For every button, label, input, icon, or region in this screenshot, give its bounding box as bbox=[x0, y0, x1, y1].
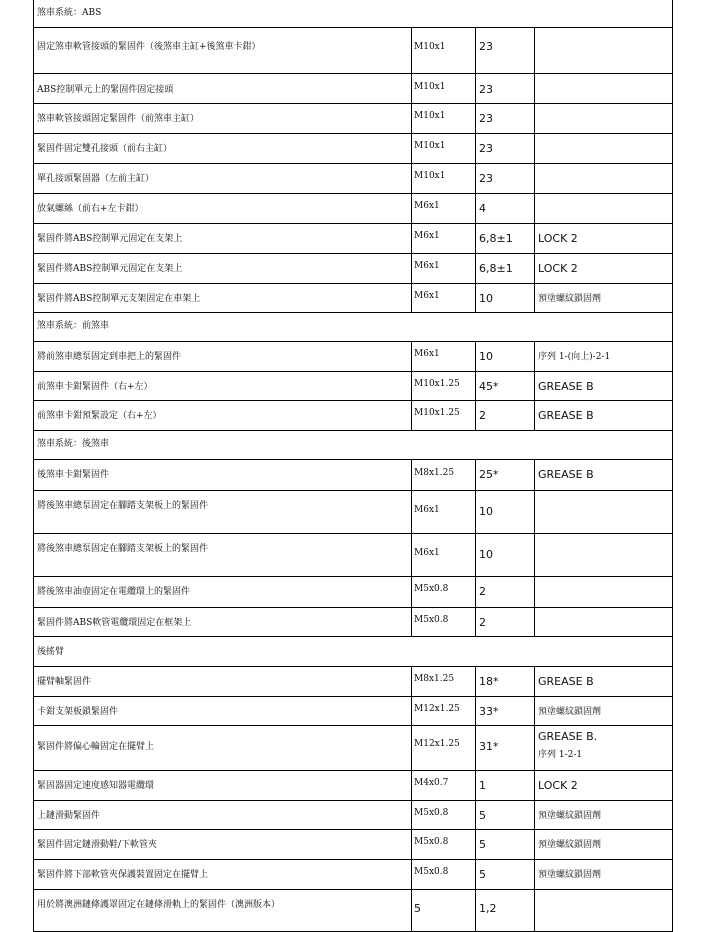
thread-cell bbox=[412, 342, 476, 371]
thread-cell bbox=[412, 74, 476, 103]
note-text: GREASE B bbox=[538, 675, 594, 688]
torque-cell bbox=[476, 491, 535, 533]
thread-size: M5x0.8 bbox=[414, 837, 449, 847]
torque-value: 23 bbox=[479, 142, 493, 155]
thread-size: M6x1 bbox=[414, 548, 440, 558]
note-sequence: 序列 1-2-1 bbox=[538, 750, 583, 760]
torque-cell bbox=[476, 771, 535, 800]
torque-cell bbox=[476, 342, 535, 371]
fastener-description: 緊固件將ABS控制單元固定在支架上 bbox=[37, 234, 183, 244]
description-cell bbox=[34, 194, 412, 223]
fastener-description: 緊固件將下部軟管夾保護裝置固定在擺臂上 bbox=[37, 870, 209, 880]
thread-cell bbox=[412, 890, 476, 931]
note-cell bbox=[535, 134, 672, 163]
table-row bbox=[34, 491, 672, 534]
fastener-description: 卡鉗支架板鎖緊固件 bbox=[37, 707, 119, 717]
torque-cell bbox=[476, 194, 535, 223]
torque-value: 10 bbox=[479, 292, 493, 305]
note-cell bbox=[535, 726, 672, 770]
description-cell bbox=[34, 134, 412, 163]
thread-cell bbox=[412, 134, 476, 163]
section-title: 後搖臂 bbox=[37, 647, 65, 657]
table-row bbox=[34, 342, 672, 372]
thread-size: M5x0.8 bbox=[414, 808, 449, 818]
note-cell bbox=[535, 342, 672, 371]
note-cell bbox=[535, 830, 672, 859]
note-cell bbox=[535, 890, 672, 931]
torque-value: 33* bbox=[479, 705, 499, 718]
table-row bbox=[34, 74, 672, 104]
note-cell bbox=[535, 667, 672, 696]
table-row bbox=[34, 801, 672, 830]
thread-cell bbox=[412, 830, 476, 859]
fastener-description: 後煞車卡鉗緊固件 bbox=[37, 470, 110, 480]
fastener-description: 緊固件將ABS軟管電纜環固定在框架上 bbox=[37, 618, 192, 628]
torque-cell bbox=[476, 134, 535, 163]
note-cell bbox=[535, 801, 672, 829]
torque-value: 6,8±1 bbox=[479, 262, 513, 275]
thread-size: M6x1 bbox=[414, 291, 440, 301]
fastener-description: 將後煞車油壺固定在電纜環上的緊固件 bbox=[37, 587, 191, 597]
section-row bbox=[34, 313, 672, 342]
torque-cell bbox=[476, 608, 535, 636]
torque-value: 45* bbox=[479, 380, 499, 393]
note-text: GREASE B bbox=[538, 380, 594, 393]
table-row bbox=[34, 830, 672, 860]
description-cell bbox=[34, 860, 412, 889]
description-cell bbox=[34, 491, 412, 533]
note-text: 序列 1-(向上)-2-1 bbox=[538, 352, 611, 362]
note-cell bbox=[535, 104, 672, 133]
description-cell bbox=[34, 771, 412, 800]
note-text: LOCK 2 bbox=[538, 262, 578, 275]
table-row bbox=[34, 890, 672, 932]
table-row bbox=[34, 534, 672, 577]
description-cell bbox=[34, 460, 412, 490]
section-title: 煞車系統：後煞車 bbox=[37, 439, 110, 449]
note-text: GREASE B. bbox=[538, 730, 598, 743]
thread-size: M10x1.25 bbox=[414, 408, 460, 418]
thread-cell bbox=[412, 284, 476, 312]
section-title: 煞車系統：ABS bbox=[37, 8, 102, 18]
note-text: 預塗螺紋鎖固劑 bbox=[538, 811, 602, 821]
fastener-description: 前煞車卡鉗預緊設定（右+左） bbox=[37, 411, 162, 421]
note-text: 預塗螺紋鎖固劑 bbox=[538, 840, 602, 850]
thread-cell bbox=[412, 164, 476, 193]
table-row bbox=[34, 860, 672, 890]
note-cell bbox=[535, 860, 672, 889]
torque-cell bbox=[476, 801, 535, 829]
thread-cell bbox=[412, 372, 476, 400]
table-row bbox=[34, 697, 672, 726]
thread-cell bbox=[412, 697, 476, 725]
thread-size: M10x1 bbox=[414, 42, 446, 52]
thread-size: M6x1 bbox=[414, 201, 440, 211]
thread-size: M5x0.8 bbox=[414, 584, 449, 594]
section-cell bbox=[34, 313, 672, 341]
note-text: 預塗螺紋鎖固劑 bbox=[538, 294, 602, 304]
thread-size: M10x1.25 bbox=[414, 379, 460, 389]
description-cell bbox=[34, 830, 412, 859]
table-row bbox=[34, 577, 672, 608]
torque-value: 6,8±1 bbox=[479, 232, 513, 245]
note-text: GREASE B bbox=[538, 409, 594, 422]
note-text: LOCK 2 bbox=[538, 779, 578, 792]
description-cell bbox=[34, 104, 412, 133]
thread-size: M8x1.25 bbox=[414, 674, 455, 684]
table-row bbox=[34, 254, 672, 284]
description-cell bbox=[34, 164, 412, 193]
torque-cell bbox=[476, 667, 535, 696]
description-cell bbox=[34, 726, 412, 770]
torque-cell bbox=[476, 74, 535, 103]
thread-cell bbox=[412, 726, 476, 770]
fastener-description: 上鏈滑動緊固件 bbox=[37, 811, 101, 821]
description-cell bbox=[34, 890, 412, 931]
thread-size: M6x1 bbox=[414, 231, 440, 241]
note-cell bbox=[535, 401, 672, 430]
section-row bbox=[34, 431, 672, 460]
fastener-description: 緊固件將偏心輪固定在擺臂上 bbox=[37, 742, 155, 752]
thread-size: M6x1 bbox=[414, 349, 440, 359]
torque-cell bbox=[476, 577, 535, 607]
description-cell bbox=[34, 534, 412, 576]
thread-size: M4x0.7 bbox=[414, 778, 449, 788]
thread-size: M10x1 bbox=[414, 171, 446, 181]
thread-size: M12x1.25 bbox=[414, 704, 460, 714]
torque-value: 2 bbox=[479, 409, 486, 422]
description-cell bbox=[34, 28, 412, 73]
note-cell bbox=[535, 697, 672, 725]
note-cell bbox=[535, 771, 672, 800]
table-row bbox=[34, 726, 672, 771]
fastener-description: 用於將澳洲鏈條護罩固定在鏈條滑軌上的緊固件（澳洲版本） bbox=[37, 900, 281, 910]
torque-cell bbox=[476, 860, 535, 889]
note-cell bbox=[535, 372, 672, 400]
torque-cell bbox=[476, 224, 535, 253]
torque-value: 10 bbox=[479, 505, 493, 518]
fastener-description: 緊固件固定鏈滑動鞋/下軟管夾 bbox=[37, 840, 158, 850]
torque-value: 1 bbox=[479, 779, 486, 792]
torque-value: 25* bbox=[479, 468, 499, 481]
thread-cell bbox=[412, 401, 476, 430]
table-row bbox=[34, 194, 672, 224]
section-cell bbox=[34, 431, 672, 459]
thread-cell bbox=[412, 224, 476, 253]
section-cell bbox=[34, 637, 672, 666]
description-cell bbox=[34, 608, 412, 636]
torque-cell bbox=[476, 401, 535, 430]
note-cell bbox=[535, 164, 672, 193]
table-row bbox=[34, 460, 672, 491]
torque-cell bbox=[476, 28, 535, 73]
table-row bbox=[34, 164, 672, 194]
torque-value: 2 bbox=[479, 585, 486, 598]
description-cell bbox=[34, 577, 412, 607]
fastener-description: 緊固件將ABS控制單元支架固定在車架上 bbox=[37, 294, 201, 304]
fastener-description: 擺臂軸緊固件 bbox=[37, 677, 92, 687]
fastener-description: 前煞車卡鉗緊固件（右+左） bbox=[37, 382, 153, 392]
description-cell bbox=[34, 667, 412, 696]
description-cell bbox=[34, 697, 412, 725]
torque-value: 1,2 bbox=[479, 902, 497, 915]
thread-size: M8x1.25 bbox=[414, 468, 455, 478]
thread-size: M10x1 bbox=[414, 141, 446, 151]
torque-cell bbox=[476, 284, 535, 312]
fastener-description: ABS控制單元上的緊固件固定接頭 bbox=[37, 85, 174, 95]
thread-size: M5x0.8 bbox=[414, 615, 449, 625]
fastener-description: 將後煞車總泵固定在腳踏支架板上的緊固件 bbox=[37, 501, 209, 511]
table-row bbox=[34, 401, 672, 431]
torque-cell bbox=[476, 534, 535, 576]
torque-value: 23 bbox=[479, 112, 493, 125]
note-text: LOCK 2 bbox=[538, 232, 578, 245]
thread-size: M5x0.8 bbox=[414, 867, 449, 877]
table-row bbox=[34, 224, 672, 254]
section-cell bbox=[34, 0, 672, 27]
thread-cell bbox=[412, 460, 476, 490]
note-text: GREASE B bbox=[538, 468, 594, 481]
description-cell bbox=[34, 401, 412, 430]
torque-value: 4 bbox=[479, 202, 486, 215]
thread-cell bbox=[412, 194, 476, 223]
note-cell bbox=[535, 534, 672, 576]
fastener-description: 煞車軟管接頭固定緊固件（前煞車主缸） bbox=[37, 114, 200, 124]
note-cell bbox=[535, 608, 672, 636]
thread-cell bbox=[412, 801, 476, 829]
thread-cell bbox=[412, 28, 476, 73]
note-cell bbox=[535, 224, 672, 253]
torque-value: 18* bbox=[479, 675, 499, 688]
fastener-description: 將後煞車總泵固定在腳踏支架板上的緊固件 bbox=[37, 544, 209, 554]
thread-cell bbox=[412, 771, 476, 800]
note-cell bbox=[535, 460, 672, 490]
torque-cell bbox=[476, 726, 535, 770]
torque-value: 2 bbox=[479, 616, 486, 629]
note-cell bbox=[535, 284, 672, 312]
note-cell bbox=[535, 491, 672, 533]
table-row bbox=[34, 667, 672, 697]
torque-cell bbox=[476, 460, 535, 490]
thread-size: M6x1 bbox=[414, 505, 440, 515]
section-row bbox=[34, 637, 672, 667]
torque-cell bbox=[476, 164, 535, 193]
note-cell bbox=[535, 194, 672, 223]
table-row bbox=[34, 134, 672, 164]
torque-cell bbox=[476, 104, 535, 133]
torque-table bbox=[33, 0, 673, 932]
note-cell bbox=[535, 254, 672, 283]
torque-value: 5 bbox=[479, 809, 486, 822]
thread-cell bbox=[412, 254, 476, 283]
torque-cell bbox=[476, 890, 535, 931]
torque-value: 10 bbox=[479, 548, 493, 561]
fastener-description: 放氣螺絲（前右+左卡鉗） bbox=[37, 204, 144, 214]
torque-value: 23 bbox=[479, 172, 493, 185]
fastener-description: 固定煞車軟管接頭的緊固件（後煞車主缸+後煞車卡鉗） bbox=[37, 42, 261, 52]
fastener-description: 緊固器固定速度感知器電纜環 bbox=[37, 781, 155, 791]
thread-size: M12x1.25 bbox=[414, 739, 460, 749]
description-cell bbox=[34, 254, 412, 283]
thread-size: M10x1 bbox=[414, 82, 446, 92]
description-cell bbox=[34, 801, 412, 829]
note-text: 預塗螺紋鎖固劑 bbox=[538, 707, 602, 717]
torque-cell bbox=[476, 372, 535, 400]
torque-value: 31* bbox=[479, 740, 499, 753]
table-row bbox=[34, 284, 672, 313]
description-cell bbox=[34, 284, 412, 312]
thread-size: M6x1 bbox=[414, 261, 440, 271]
description-cell bbox=[34, 224, 412, 253]
thread-size: M10x1 bbox=[414, 111, 446, 121]
torque-value: 23 bbox=[479, 83, 493, 96]
torque-value: 5 bbox=[479, 838, 486, 851]
torque-cell bbox=[476, 254, 535, 283]
description-cell bbox=[34, 372, 412, 400]
thread-cell bbox=[412, 667, 476, 696]
table-row bbox=[34, 608, 672, 637]
torque-value: 23 bbox=[479, 40, 493, 53]
section-title: 煞車系統：前煞車 bbox=[37, 321, 110, 331]
thread-cell bbox=[412, 608, 476, 636]
note-text: 預塗螺紋鎖固劑 bbox=[538, 870, 602, 880]
description-cell bbox=[34, 342, 412, 371]
torque-cell bbox=[476, 830, 535, 859]
section-row bbox=[34, 0, 672, 28]
fastener-description: 緊固件固定雙孔接頭（前右主缸） bbox=[37, 144, 173, 154]
thread-cell bbox=[412, 534, 476, 576]
thread-size: 5 bbox=[414, 902, 421, 915]
table-row bbox=[34, 104, 672, 134]
torque-value: 10 bbox=[479, 350, 493, 363]
torque-cell bbox=[476, 697, 535, 725]
table-row bbox=[34, 372, 672, 401]
thread-cell bbox=[412, 104, 476, 133]
note-cell bbox=[535, 577, 672, 607]
thread-cell bbox=[412, 491, 476, 533]
thread-cell bbox=[412, 577, 476, 607]
torque-value: 5 bbox=[479, 868, 486, 881]
fastener-description: 將前煞車總泵固定到車把上的緊固件 bbox=[37, 352, 182, 362]
note-cell bbox=[535, 74, 672, 103]
thread-cell bbox=[412, 860, 476, 889]
fastener-description: 緊固件將ABS控制單元固定在支架上 bbox=[37, 264, 183, 274]
table-row bbox=[34, 771, 672, 801]
fastener-description: 單孔接頭緊固器（左前主缸） bbox=[37, 174, 155, 184]
note-cell bbox=[535, 28, 672, 73]
description-cell bbox=[34, 74, 412, 103]
table-row bbox=[34, 28, 672, 74]
